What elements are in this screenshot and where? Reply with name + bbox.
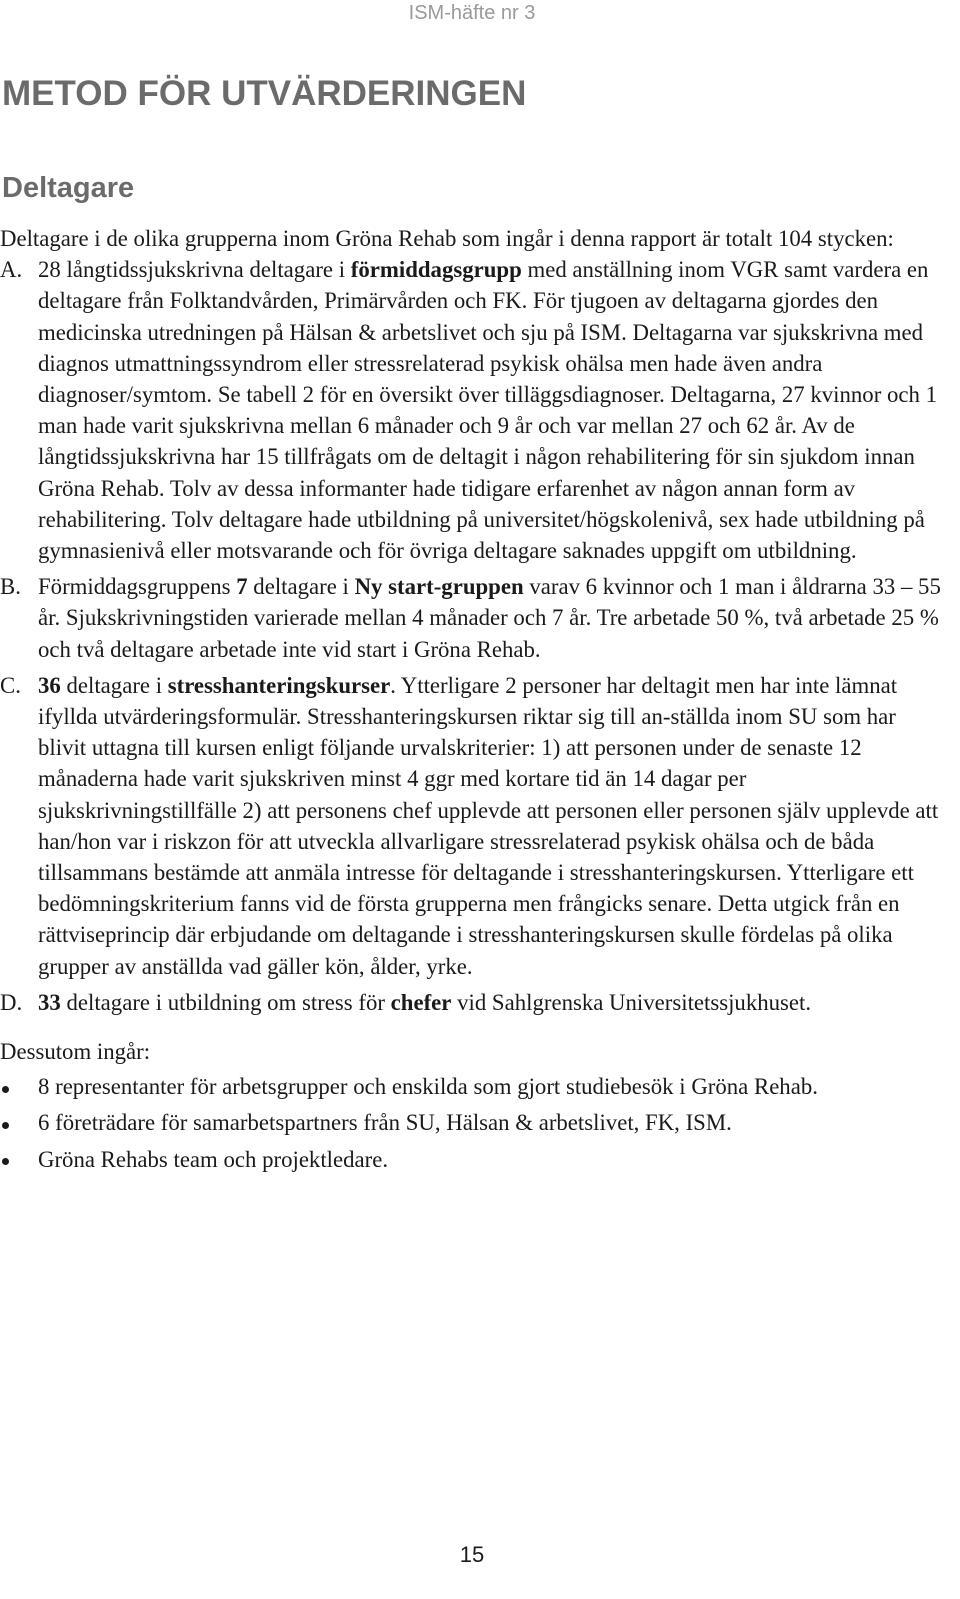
text-run: deltagare i [60, 672, 168, 698]
list-text [38, 571, 946, 665]
list-item-a [0, 254, 946, 566]
bullet-item [0, 1107, 946, 1138]
list-letter: A. [0, 257, 23, 283]
page-number: 15 [459, 1542, 485, 1567]
bullet-text: 8 representanter för arbetsgrupper och enskilda som gjort studiebesök i Gröna Rehab. [38, 1074, 818, 1100]
body-content [0, 223, 946, 1180]
bold-run: stresshanteringskurser [167, 672, 391, 698]
list-letter: C. [0, 672, 21, 698]
bullet-item [0, 1071, 946, 1102]
text-run: varav 6 kvinnor och 1 man i åldrarna 33 – 55 år. Sjukskrivningstiden varierade mellan 4 månader och 7 år. Tre arbetade 50 %, två arbetade 25 % och två deltagare arbetade inte vid start i Gröna Rehab. [38, 574, 941, 662]
running-header: ISM-häfte nr 3 [408, 2, 536, 24]
page-title: METOD FÖR UTVÄRDERINGEN [2, 74, 527, 113]
list-item-c [0, 670, 946, 982]
bold-run: chefer [390, 989, 452, 1015]
list-letter: D. [0, 989, 23, 1015]
bold-run: 36 [38, 672, 61, 698]
bold-run: 7 [236, 574, 248, 600]
list-letter: B. [0, 574, 21, 600]
bold-run: 33 [38, 989, 61, 1015]
text-run: deltagare i [247, 574, 355, 600]
text-run: vid Sahlgrenska Universitetssjukhuset. [451, 989, 812, 1015]
text-run: med anställning inom VGR samt vardera en deltagare från Folktandvården, Primärvården och FK. För tjugoen av deltagarna gjordes den medicinska utredningen på Hälsan & arbetslivet och sju på ISM. Deltagarna var sjukskrivna med diagnos utmattningssyndrom eller stressrelaterad psykisk ohälsa men hade även andra diagnoser/symtom. Se tabell 2 för en översikt över tilläggsdiagnoser. Deltagarna, 27 kvinnor och 1 man hade varit sjukskrivna mellan 6 månader och 9 år och var mellan 27 och 62 år. Av de långtidssjukskrivna har 15 tillfrågats om de deltagit i någon rehabilitering för sin sjukdom innan Gröna Rehab. Tolv av dessa informanter hade tidigare erfarenhet av någon annan form av rehabilitering. Tolv deltagare hade utbildning på universitet/högskolenivå, sex hade utbildning på gymnasienivå eller motsvarande och för övriga deltagare saknades uppgift om utbildning. [38, 257, 938, 564]
bullet-text: 6 företrädare för samarbetspartners från SU, Hälsan & arbetslivet, FK, ISM. [38, 1110, 732, 1136]
text-run: 28 långtidssjukskrivna deltagare i [38, 257, 351, 283]
text-run: . Ytterligare 2 personer har deltagit men har inte lämnat ifyllda utvärderingsformulär. Stresshanteringskursen riktar sig till an-ställda inom SU som har blivit uttagna till kursen enligt följande urvalskriterier: 1) att personen under de senaste 12 månaderna hade varit sjukskriven minst 4 ggr med kortare tid än 14 dagar per sjukskrivningstillfälle 2) att personens chef upplevde att personen eller personen själv upplevde att han/hon var i riskzon för att utveckla allvarligare stressrelaterad psykisk ohälsa och de båda tillsammans bestämde att anmäla intresse för deltagande i stresshanteringskursen. Ytterligare ett bedömningskriterium fanns vid de första grupperna men frångicks senare. Detta utgick från en rättviseprincip där erbjudande om deltagande i stresshanteringskursen skulle fördelas på olika grupper av anställda vad gäller kön, ålder, yrke. [38, 672, 939, 979]
bullet-icon [0, 1107, 38, 1138]
bullet-icon [0, 1071, 38, 1102]
bullet-text: Gröna Rehabs team och projektledare. [38, 1146, 389, 1172]
list-text [38, 987, 946, 1018]
intro-paragraph: Deltagare i de olika grupperna inom Gröna Rehab som ingår i denna rapport är totalt 104 stycken: [0, 226, 894, 251]
list-item-d [0, 987, 946, 1018]
text-run: Förmiddagsgruppens [38, 574, 237, 600]
list-text [38, 670, 946, 982]
list-item-b [0, 571, 946, 665]
bold-run: Ny start-gruppen [354, 574, 524, 600]
bullet-icon [0, 1144, 38, 1175]
bold-run: förmiddagsgrupp [350, 257, 522, 283]
also-heading: Dessutom ingår: [0, 1039, 151, 1065]
text-run: deltagare i utbildning om stress för [60, 989, 391, 1015]
bullet-list [0, 1071, 946, 1175]
list-text [38, 254, 946, 566]
section-heading: Deltagare [2, 172, 135, 204]
bullet-item [0, 1144, 946, 1175]
